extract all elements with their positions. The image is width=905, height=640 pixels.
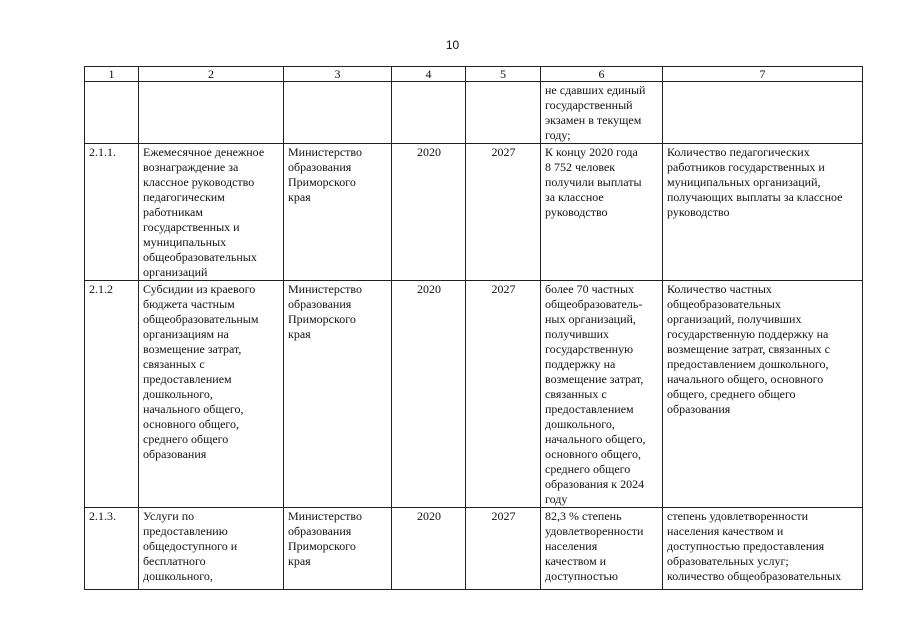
table-row	[85, 508, 863, 590]
header-cell: 4	[392, 67, 466, 82]
start-year: 2020	[392, 508, 466, 590]
start-year: 2020	[392, 144, 466, 281]
row-number: 2.1.2	[85, 281, 139, 508]
header-cell: 5	[466, 67, 541, 82]
expected-result: более 70 частных общеобразователь- ных организаций, получивших государственную поддержку на возмещение затрат, связанных с предоставлением дошкольного, начального общего, основного общего, среднего общего образования к 2024 году	[541, 281, 663, 508]
end-year: 2027	[466, 281, 541, 508]
table-row-continuation	[85, 82, 863, 144]
indicator: Количество частных общеобразовательных организаций, получивших государственную поддержку на возмещение затрат, связанных с предоставлением дошкольного, начального общего, основного общего, среднего общего образования	[663, 281, 863, 508]
expected-result: 82,3 % степень удовлетворенности населения качеством и доступностью	[541, 508, 663, 590]
end-year: 2027	[466, 144, 541, 281]
row-number: 2.1.3.	[85, 508, 139, 590]
indicator: Количество педагогических работников государственных и муниципальных организаций, получающих выплаты за классное руководство	[663, 144, 863, 281]
start-year: 2020	[392, 281, 466, 508]
activity-name: Ежемесячное денежное вознаграждение за классное руководство педагогическим работникам государственных и муниципальных общеобразовательных организаций	[139, 144, 284, 281]
table-row	[85, 281, 863, 508]
end-year: 2027	[466, 508, 541, 590]
row-number: 2.1.1.	[85, 144, 139, 281]
indicator: степень удовлетворенности населения качеством и доступностью предоставления образовательных услуг; количество общеобразовательных	[663, 508, 863, 590]
result-cell: не сдавших единый государственный экзамен в текущем году;	[541, 82, 663, 144]
header-cell: 3	[284, 67, 392, 82]
table-row	[85, 144, 863, 281]
expected-result: К концу 2020 года 8 752 человек получили выплаты за классное руководство	[541, 144, 663, 281]
header-cell: 7	[663, 67, 863, 82]
header-cell: 1	[85, 67, 139, 82]
responsible-executor: Министерство образования Приморского края	[284, 144, 392, 281]
responsible-executor: Министерство образования Приморского края	[284, 281, 392, 508]
header-cell: 2	[139, 67, 284, 82]
table-header-row	[85, 67, 863, 82]
program-table	[84, 66, 863, 590]
activity-name: Субсидии из краевого бюджета частным общеобразовательным организациям на возмещение затрат, связанных с предоставлением дошкольного, начального общего, основного общего, среднего общего образования	[139, 281, 284, 508]
page-number: 10	[445, 38, 460, 52]
responsible-executor: Министерство образования Приморского края	[284, 508, 392, 590]
header-cell: 6	[541, 67, 663, 82]
activity-name: Услуги по предоставлению общедоступного и бесплатного дошкольного,	[139, 508, 284, 590]
